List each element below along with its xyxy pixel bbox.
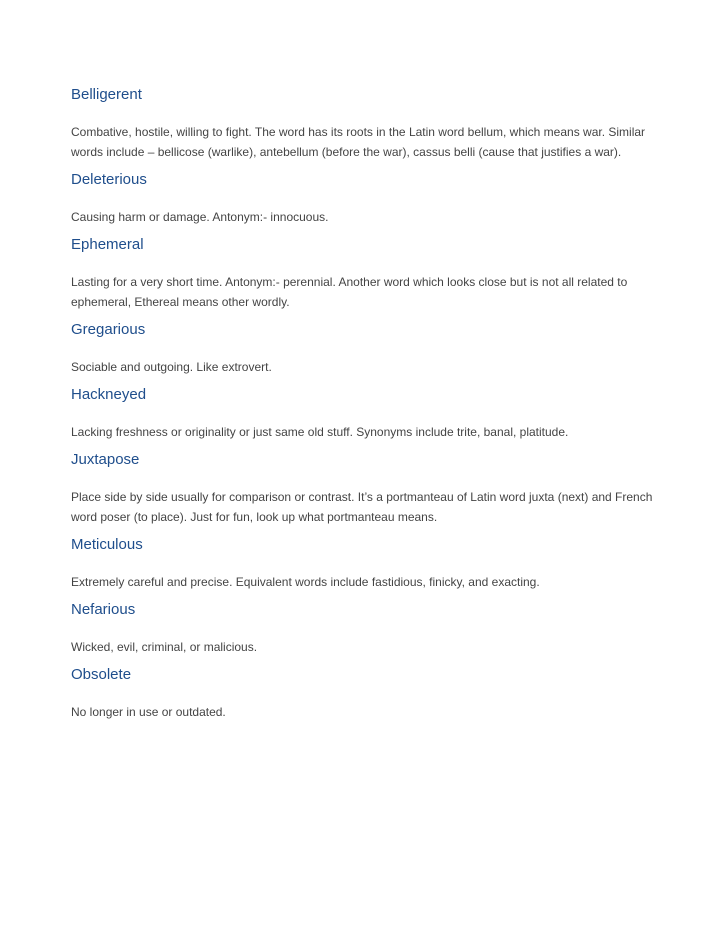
term-heading: Meticulous bbox=[71, 536, 143, 553]
term-heading: Nefarious bbox=[71, 601, 136, 618]
entry-deleterious bbox=[71, 169, 656, 227]
entry-gregarious bbox=[71, 319, 656, 377]
entry-meticulous bbox=[71, 534, 656, 592]
term-heading: Belligerent bbox=[71, 86, 142, 103]
term-heading: Obsolete bbox=[71, 666, 132, 683]
term-heading: Ephemeral bbox=[71, 236, 144, 253]
entry-belligerent bbox=[71, 84, 656, 162]
term-definition: Causing harm or damage. Antonym:- innocuous. bbox=[71, 210, 329, 224]
term-heading: Juxtapose bbox=[71, 451, 140, 468]
term-definition: Wicked, evil, criminal, or malicious. bbox=[71, 640, 258, 654]
term-heading: Hackneyed bbox=[71, 386, 147, 403]
term-heading: Gregarious bbox=[71, 321, 146, 338]
entry-obsolete bbox=[71, 664, 656, 722]
term-definition: Place side by side usually for comparison or contrast. It’s a portmanteau of Latin word juxta (next) and French word poser (to place). Just for fun, look up what portmanteau means. bbox=[71, 490, 653, 524]
term-definition: No longer in use or outdated. bbox=[71, 705, 226, 719]
term-definition: Lacking freshness or originality or just same old stuff. Synonyms include trite, banal, platitude. bbox=[71, 425, 569, 439]
entry-nefarious bbox=[71, 599, 656, 657]
term-definition: Extremely careful and precise. Equivalent words include fastidious, finicky, and exacting. bbox=[71, 575, 540, 589]
term-definition: Lasting for a very short time. Antonym:- perennial. Another word which looks close but is not all related to ephemeral, Ethereal means other wordly. bbox=[71, 275, 628, 309]
entry-ephemeral bbox=[71, 234, 656, 312]
entry-hackneyed bbox=[71, 384, 656, 442]
term-definition: Sociable and outgoing. Like extrovert. bbox=[71, 360, 272, 374]
entry-juxtapose bbox=[71, 449, 656, 527]
term-definition: Combative, hostile, willing to fight. The word has its roots in the Latin word bellum, which means war. Similar words include – bellicose (warlike), antebellum (before the war), cassus belli (cause that justifies a war). bbox=[71, 125, 646, 159]
term-heading: Deleterious bbox=[71, 171, 147, 188]
vocabulary-list bbox=[71, 84, 656, 729]
